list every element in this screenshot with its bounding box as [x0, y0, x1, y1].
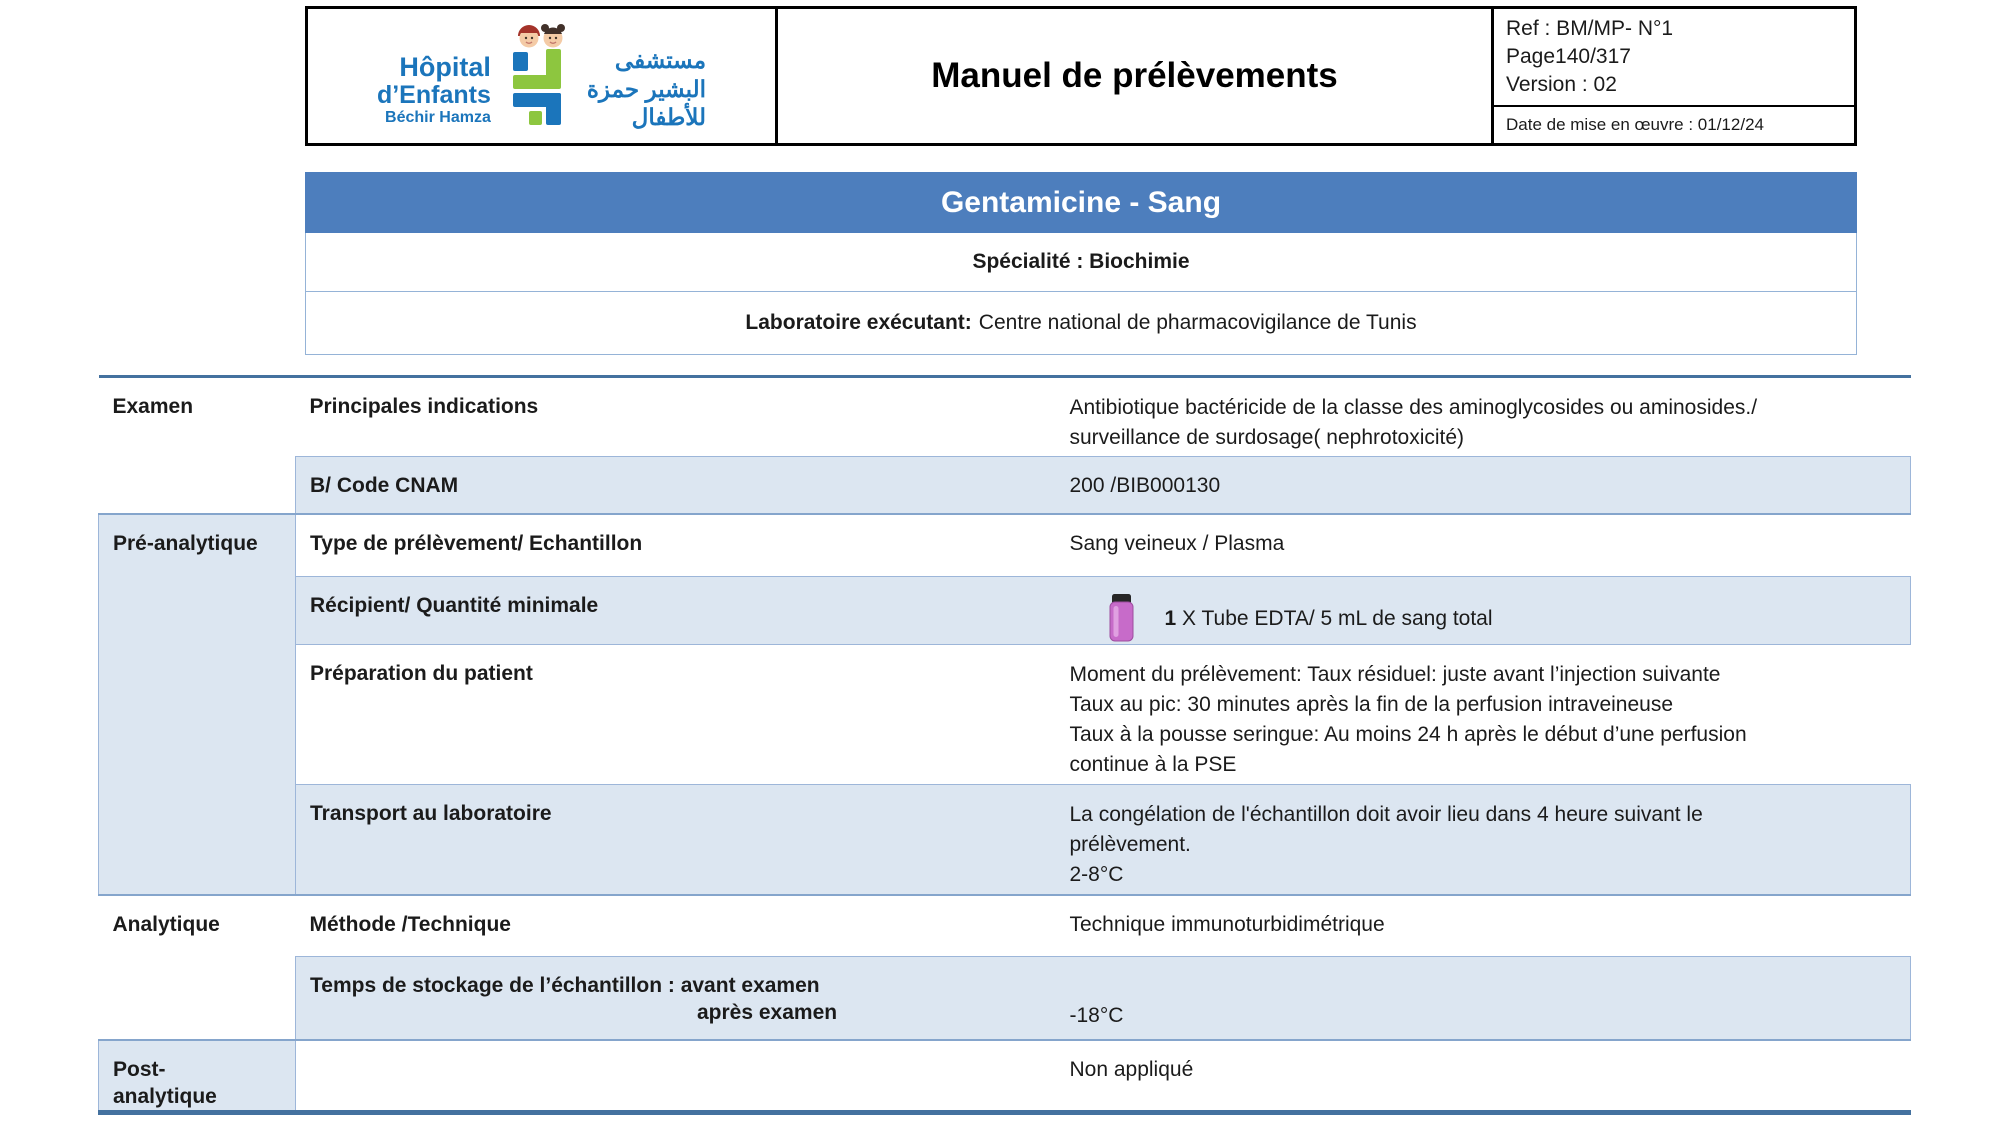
table-row	[99, 785, 1911, 895]
logo-fr-line2: d’Enfants	[376, 81, 491, 110]
label-preparation-patient: Préparation du patient	[310, 662, 533, 685]
preparation-line2: Taux au pic: 30 minutes après la fin de la perfusion intraveineuse	[1069, 693, 1674, 716]
section-analytique: Analytique	[99, 895, 296, 1040]
preparation-line1: Moment du prélèvement: Taux résiduel: juste avant l’injection suivante	[1069, 663, 1721, 686]
section-examen: Examen	[112, 395, 194, 418]
label-principales-indications: Principales indications	[309, 395, 539, 418]
analyte-title-bar	[305, 172, 1857, 233]
value-type-prelevement: Sang veineux / Plasma	[1056, 514, 1911, 577]
section-post-analytique	[99, 1040, 296, 1113]
executing-lab-value: Centre national de pharmacovigilance de Tunis	[978, 311, 1417, 334]
label-recipient: Récipient/ Quantité minimale	[296, 577, 1056, 645]
value-preparation-patient	[1056, 645, 1911, 785]
stockage-label-line1: Temps de stockage de l’échantillon : avant examen	[310, 974, 820, 997]
label-transport: Transport au laboratoire	[296, 785, 1056, 895]
logo-fr-line3: Béchir Hamza	[385, 109, 491, 127]
logo-name-arabic	[587, 46, 706, 132]
logo-ar-line3: للأطفال	[631, 104, 707, 131]
table-row	[99, 645, 1911, 785]
table-row	[99, 457, 1911, 514]
executing-lab-label: Laboratoire exécutant:	[745, 311, 972, 334]
value-code-cnam: 200 /BIB000130	[1056, 457, 1911, 514]
stockage-label-line2: après examen	[697, 1001, 838, 1024]
specialty-row	[305, 233, 1857, 292]
table-row	[99, 577, 1911, 645]
value-recipient	[1056, 577, 1911, 645]
logo-ar-line1: مستشفى	[614, 46, 707, 73]
ref-block	[1494, 9, 1854, 143]
value-principales-indications	[1056, 377, 1911, 457]
value-transport	[1056, 785, 1911, 895]
logo-name-french	[377, 53, 491, 126]
page-number: Page140/317	[1506, 45, 1631, 68]
section-pre-analytique: Pré-analytique	[99, 514, 296, 895]
preparation-line3: Taux à la pousse seringue: Au moins 24 h après le début d’une perfusion	[1069, 723, 1747, 746]
indications-line1: Antibiotique bactéricide de la classe des aminoglycosides ou aminosides./	[1069, 396, 1758, 419]
indications-line2: surveillance de surdosage( nephrotoxicité)	[1069, 426, 1465, 449]
edta-tube-icon	[1108, 593, 1135, 643]
value-post-analytique: Non appliqué	[1056, 1040, 1911, 1113]
specialty-text: Spécialité : Biochimie	[972, 250, 1190, 273]
recipient-desc: X Tube EDTA/ 5 mL de sang total	[1176, 606, 1493, 630]
hospital-children-icon	[501, 22, 577, 130]
value-methode: Technique immunoturbidimétrique	[1056, 895, 1911, 957]
ref-number: Ref : BM/MP- N°1	[1506, 17, 1674, 40]
stockage-value: -18°C	[1069, 1004, 1124, 1027]
table-row	[99, 957, 1911, 1040]
header-box	[305, 6, 1857, 146]
logo-ar-line2: البشير حمزة	[586, 75, 707, 102]
label-post-analytique-empty	[296, 1040, 1056, 1113]
preparation-line4: continue à la PSE	[1069, 753, 1237, 776]
transport-line3: 2-8°C	[1069, 863, 1124, 886]
post-analytique-line2: analytique	[113, 1084, 217, 1108]
page-title: Manuel de prélèvements	[931, 56, 1338, 95]
value-temps-stockage	[1056, 957, 1911, 1040]
label-methode: Méthode /Technique	[296, 895, 1056, 957]
hospital-logo	[308, 9, 778, 143]
table-row	[99, 895, 1911, 957]
label-code-cnam: B/ Code CNAM	[296, 457, 1056, 514]
analyte-info-box	[305, 172, 1857, 355]
transport-line2: prélèvement.	[1069, 833, 1191, 856]
document-title-cell	[778, 9, 1494, 143]
label-type-prelevement: Type de prélèvement/ Echantillon	[296, 514, 1056, 577]
post-analytique-line1: Post-	[113, 1057, 166, 1081]
implementation-date: Date de mise en œuvre : 01/12/24	[1506, 115, 1764, 134]
table-row	[99, 377, 1911, 457]
ref-top-cell	[1494, 9, 1854, 107]
table-row	[99, 514, 1911, 577]
table-row	[99, 1040, 1911, 1113]
executing-lab-row	[305, 292, 1857, 355]
recipient-qty: 1	[1164, 606, 1177, 630]
transport-line1: La congélation de l'échantillon doit avoir lieu dans 4 heure suivant le	[1069, 803, 1703, 826]
logo-fr-line1: Hôpital	[399, 52, 491, 83]
analyte-title: Gentamicine - Sang	[940, 185, 1222, 219]
label-temps-stockage	[296, 957, 1056, 1040]
recipient-text	[1165, 605, 1493, 632]
specimen-details-table	[98, 375, 1911, 1115]
version-number: Version : 02	[1506, 73, 1617, 96]
